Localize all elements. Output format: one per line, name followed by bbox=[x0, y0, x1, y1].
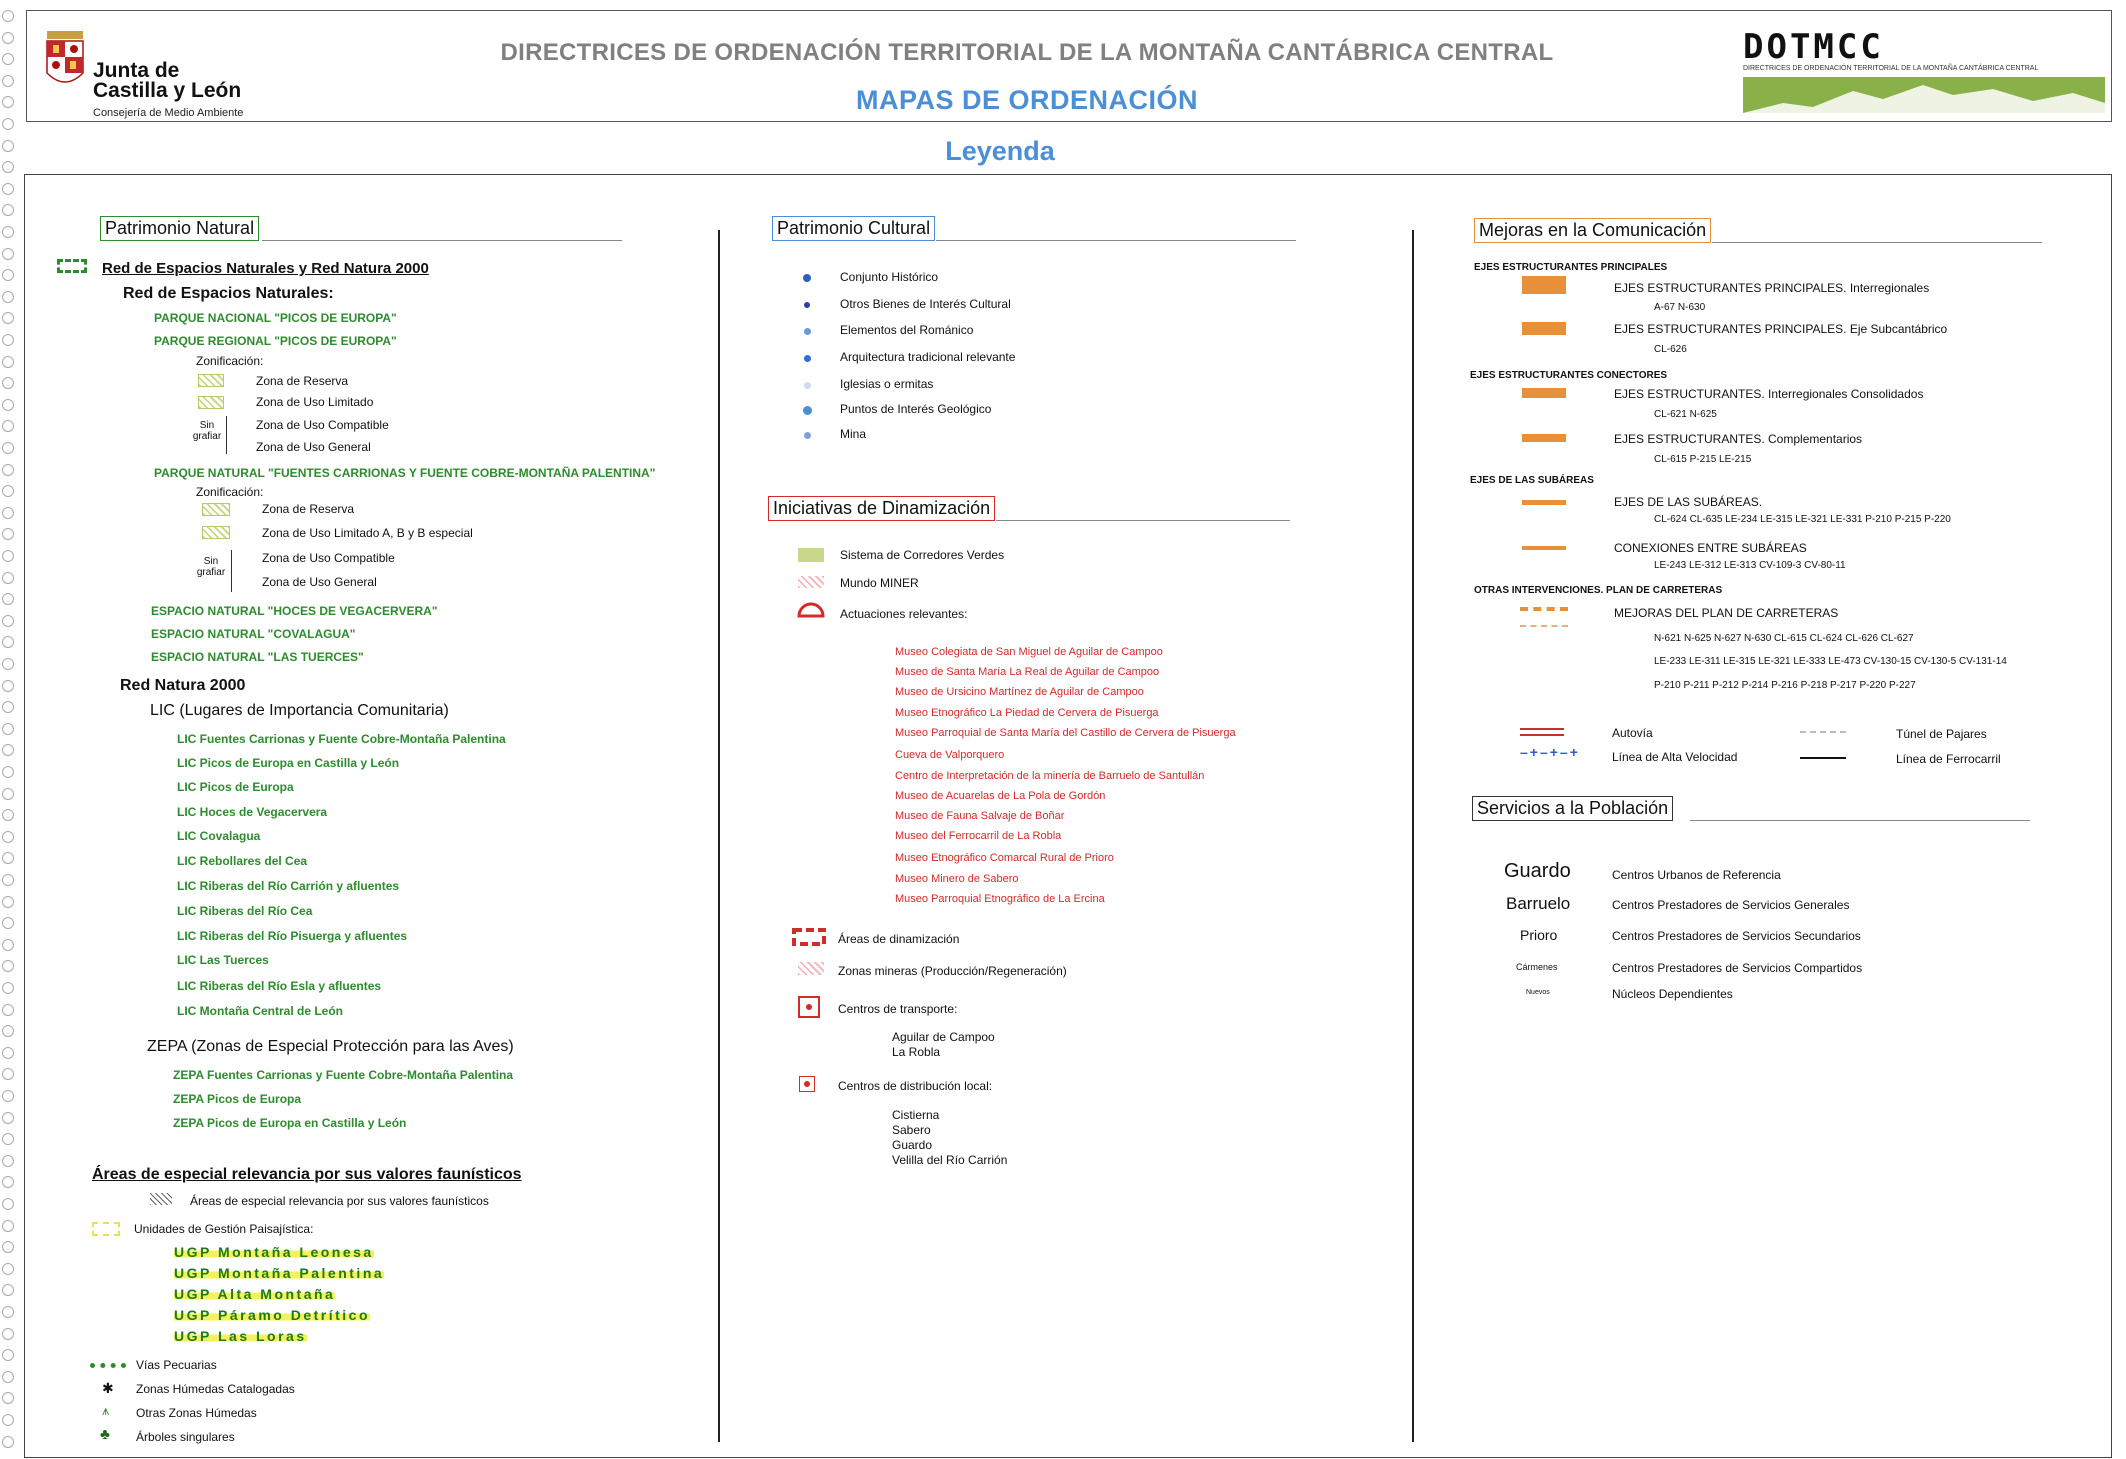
actuaciones-relevantes-icon bbox=[796, 600, 826, 618]
actuacion-item: Museo de Ursicino Martínez de Aguilar de Campoo bbox=[895, 686, 1144, 698]
eje-subarea-2-swatch bbox=[1522, 546, 1566, 550]
parque-nacional-label: PARQUE NACIONAL "PICOS DE EUROPA" bbox=[154, 311, 397, 325]
page-subtitle: MAPAS DE ORDENACIÓN bbox=[855, 85, 1199, 115]
areas-swatch bbox=[150, 1193, 172, 1205]
zonificacion2-label: Zonificación: bbox=[196, 485, 264, 499]
actuacion-item: Cueva de Valporquero bbox=[895, 749, 1005, 761]
pn-zona-limitado-swatch bbox=[202, 526, 230, 539]
ugp-4: UGP Páramo Detrítico bbox=[174, 1307, 371, 1323]
zona-pr-1: Zona de Reserva bbox=[256, 374, 349, 388]
binder-ring bbox=[2, 334, 14, 346]
arbol-singular-icon: ♣ bbox=[100, 1426, 110, 1443]
eje-principal-1-roads: A-67 N-630 bbox=[1654, 302, 1706, 313]
binder-ring bbox=[2, 1198, 14, 1210]
coat-of-arms-icon bbox=[43, 29, 87, 93]
binder-ring bbox=[2, 1241, 14, 1253]
plan-carreteras-swatch bbox=[1520, 607, 1568, 627]
bracket-line-2 bbox=[231, 550, 232, 592]
areas-item: Áreas de especial relevancia por sus valores faunísticos bbox=[190, 1194, 489, 1208]
areas-dinamizacion-label: Áreas de dinamización bbox=[838, 932, 960, 946]
mina-icon bbox=[804, 432, 811, 439]
bracket-line bbox=[226, 416, 227, 454]
eje-principal-2-roads: CL-626 bbox=[1654, 344, 1687, 355]
jcyl-logo bbox=[43, 21, 293, 121]
servicio-4-sample: Cármenes bbox=[1516, 962, 1558, 972]
section-title-patrimonio-cultural: Patrimonio Cultural bbox=[772, 216, 935, 241]
zona-pn-1: Zona de Reserva bbox=[262, 502, 355, 516]
column-divider-1 bbox=[718, 230, 720, 1442]
romanico-icon bbox=[804, 328, 811, 335]
binder-ring bbox=[2, 1328, 14, 1340]
org-name-line1: Junta de bbox=[93, 59, 180, 82]
binder-ring bbox=[2, 874, 14, 886]
binder-ring bbox=[2, 1414, 14, 1426]
actuacion-item: Museo de Acuarelas de La Pola de Gordón bbox=[895, 790, 1106, 802]
binder-ring bbox=[2, 1068, 14, 1080]
binder-ring bbox=[2, 1155, 14, 1167]
parque-regional-label: PARQUE REGIONAL "PICOS DE EUROPA" bbox=[154, 334, 397, 348]
binder-ring bbox=[2, 442, 14, 454]
autovia-swatch bbox=[1520, 728, 1564, 736]
lic-item: LIC Montaña Central de León bbox=[177, 1004, 344, 1018]
lic-item: LIC Riberas del Río Cea bbox=[177, 904, 313, 918]
binder-ring bbox=[2, 658, 14, 670]
actuacion-item: Museo Minero de Sabero bbox=[895, 873, 1019, 885]
autovia-label: Autovía bbox=[1612, 726, 1653, 740]
brand-text: DOTMCC bbox=[1743, 27, 1884, 67]
patrimonio-cultural-item: Puntos de Interés Geológico bbox=[840, 402, 992, 416]
servicio-1-sample: Guardo bbox=[1504, 860, 1571, 882]
binder-ring bbox=[2, 528, 14, 540]
binder-ring bbox=[2, 1306, 14, 1318]
zonas-mineras-swatch bbox=[798, 962, 824, 975]
lic-item: LIC Picos de Europa bbox=[177, 780, 294, 794]
binder-ring bbox=[2, 1220, 14, 1232]
binder-ring bbox=[2, 939, 14, 951]
zona-reserva-swatch bbox=[198, 374, 224, 387]
page-title: DIRECTRICES DE ORDENACIÓN TERRITORIAL DE LA MONTAÑA CANTÁBRICA CENTRAL bbox=[500, 39, 1554, 66]
binder-ring bbox=[2, 593, 14, 605]
section-title-servicios: Servicios a la Población bbox=[1472, 796, 1673, 821]
areas-header: Áreas de especial relevancia por sus valores faunísticos bbox=[92, 1166, 522, 1183]
transporte-1: Aguilar de Campoo bbox=[892, 1030, 995, 1044]
ferrocarril-swatch bbox=[1800, 757, 1846, 759]
lic-item: LIC Hoces de Vegacervera bbox=[177, 805, 328, 819]
zonificacion-label: Zonificación: bbox=[196, 354, 264, 368]
distribucion-4: Velilla del Río Carrión bbox=[892, 1153, 1008, 1167]
binder-ring bbox=[2, 852, 14, 864]
pn-zona-reserva-swatch bbox=[202, 503, 230, 516]
section-underline bbox=[936, 240, 1296, 241]
section-underline bbox=[262, 240, 622, 241]
zona-limitado-swatch bbox=[198, 396, 224, 409]
distribucion-2: Sabero bbox=[892, 1123, 931, 1137]
actuacion-item: Centro de Interpretación de la minería de Barruelo de Santullán bbox=[895, 770, 1205, 782]
map-header bbox=[26, 10, 2112, 122]
binder-ring bbox=[2, 53, 14, 65]
section-underline bbox=[1690, 820, 2030, 821]
tunel-label: Túnel de Pajares bbox=[1896, 727, 1987, 741]
binder-ring bbox=[2, 960, 14, 972]
lic-item: LIC Picos de Europa en Castilla y León bbox=[177, 756, 400, 770]
actuacion-item: Museo Parroquial de Santa María del Castillo de Cervera de Pisuerga bbox=[895, 727, 1236, 739]
binder-ring bbox=[2, 701, 14, 713]
lic-item: LIC Riberas del Río Pisuerga y afluentes bbox=[177, 929, 408, 943]
binder-ring bbox=[2, 1176, 14, 1188]
arquitectura-icon bbox=[804, 355, 811, 362]
section-title-mejoras: Mejoras en la Comunicación bbox=[1474, 218, 1711, 243]
patrimonio-cultural-item: Elementos del Románico bbox=[840, 323, 974, 337]
parque-natural-label: PARQUE NATURAL "FUENTES CARRIONAS Y FUENTE COBRE-MONTAÑA PALENTINA" bbox=[154, 466, 656, 480]
plan-label: MEJORAS DEL PLAN DE CARRETERAS bbox=[1614, 606, 1839, 620]
binder-ring bbox=[2, 1436, 14, 1448]
zepa-1: ZEPA Fuentes Carrionas y Fuente Cobre-Montaña Palentina bbox=[173, 1068, 514, 1082]
actuacion-item: Museo Colegiata de San Miguel de Aguilar de Campoo bbox=[895, 646, 1163, 658]
ugp-swatch bbox=[92, 1222, 120, 1236]
binder-ring bbox=[2, 464, 14, 476]
lic-item: LIC Covalagua bbox=[177, 829, 261, 843]
zona-pn-4: Zona de Uso General bbox=[262, 575, 377, 589]
eje-subarea-2-roads: LE-243 LE-312 LE-313 CV-109-3 CV-80-11 bbox=[1654, 560, 1846, 571]
otras-zonas-humedas-icon: ⩚ bbox=[102, 1403, 110, 1418]
lic-item: LIC Riberas del Río Esla y afluentes bbox=[177, 979, 382, 993]
eje-conector-1-label: EJES ESTRUCTURANTES. Interregionales Consolidados bbox=[1614, 387, 1924, 401]
zepa-3: ZEPA Picos de Europa en Castilla y León bbox=[173, 1116, 407, 1130]
otros-3: Otras Zonas Húmedas bbox=[136, 1406, 257, 1420]
zepa-header: ZEPA (Zonas de Especial Protección para las Aves) bbox=[147, 1038, 514, 1055]
section-underline bbox=[996, 520, 1290, 521]
zona-pr-3: Zona de Uso Compatible bbox=[256, 418, 389, 432]
eje-subarea-1-swatch bbox=[1522, 500, 1566, 505]
binder-ring bbox=[2, 420, 14, 432]
eje-conector-1-roads: CL-621 N-625 bbox=[1654, 409, 1717, 420]
red-espacios-swatch bbox=[57, 259, 87, 273]
binder-ring bbox=[2, 615, 14, 627]
ugp-1: UGP Montaña Leonesa bbox=[174, 1244, 374, 1260]
ferrocarril-label: Línea de Ferrocarril bbox=[1896, 752, 2001, 766]
binder-ring bbox=[2, 1133, 14, 1145]
binder-ring bbox=[2, 10, 14, 22]
patrimonio-cultural-item: Iglesias o ermitas bbox=[840, 377, 934, 391]
binder-ring bbox=[2, 507, 14, 519]
binder-ring bbox=[2, 377, 14, 389]
lic-item: LIC Rebollares del Cea bbox=[177, 854, 308, 868]
lic-item: LIC Las Tuerces bbox=[177, 953, 269, 967]
binder-ring bbox=[2, 226, 14, 238]
eje-principal-2-swatch bbox=[1522, 322, 1566, 335]
binder-ring bbox=[2, 1112, 14, 1124]
binder-ring bbox=[2, 982, 14, 994]
bic-icon bbox=[804, 302, 810, 308]
binder-ring bbox=[2, 75, 14, 87]
org-department: Consejería de Medio Ambiente bbox=[93, 107, 244, 119]
servicio-3-label: Centros Prestadores de Servicios Secundarios bbox=[1612, 929, 1861, 943]
binder-ring bbox=[2, 1025, 14, 1037]
sin-grafiar2-label: Sin grafiar bbox=[196, 556, 226, 578]
servicio-1-label: Centros Urbanos de Referencia bbox=[1612, 868, 1781, 882]
org-name-line2: Castilla y León bbox=[93, 79, 242, 102]
espacio-natural-1: ESPACIO NATURAL "HOCES DE VEGACERVERA" bbox=[151, 604, 438, 618]
binder-ring bbox=[2, 269, 14, 281]
plan-roads-2: LE-233 LE-311 LE-315 LE-321 LE-333 LE-473 CV-130-15 CV-130-5 CV-131-14 bbox=[1654, 656, 2007, 667]
zepa-2: ZEPA Picos de Europa bbox=[173, 1092, 302, 1106]
eje-conector-1-swatch bbox=[1522, 388, 1566, 398]
actuacion-item: Museo Etnográfico La Piedad de Cervera de Pisuerga bbox=[895, 707, 1159, 719]
iglesia-icon bbox=[804, 382, 811, 389]
zona-pr-4: Zona de Uso General bbox=[256, 440, 371, 454]
actuacion-item: Museo de Santa María La Real de Aguilar de Campoo bbox=[895, 666, 1160, 678]
actuacion-item: Museo de Fauna Salvaje de Boñar bbox=[895, 810, 1065, 822]
section-title-patrimonio-natural: Patrimonio Natural bbox=[100, 216, 259, 241]
espacio-natural-3: ESPACIO NATURAL "LAS TUERCES" bbox=[151, 650, 364, 664]
lic-item: LIC Riberas del Río Carrión y afluentes bbox=[177, 879, 400, 893]
binder-ring bbox=[2, 917, 14, 929]
eje-conector-2-label: EJES ESTRUCTURANTES. Complementarios bbox=[1614, 432, 1863, 446]
otros-1: Vías Pecuarias bbox=[136, 1358, 217, 1372]
otros-2: Zonas Húmedas Catalogadas bbox=[136, 1382, 295, 1396]
centros-transporte-icon bbox=[798, 996, 820, 1018]
zona-pr-2: Zona de Uso Limitado bbox=[256, 395, 374, 409]
binder-ring bbox=[2, 1392, 14, 1404]
distribucion-1: Cistierna bbox=[892, 1108, 940, 1122]
binder-ring bbox=[2, 1349, 14, 1361]
zona-pn-3: Zona de Uso Compatible bbox=[262, 551, 395, 565]
iniciativa-3: Actuaciones relevantes: bbox=[840, 607, 968, 621]
mundo-miner-swatch bbox=[798, 576, 824, 588]
binder-ring bbox=[2, 204, 14, 216]
brand-small-text: DIRECTRICES DE ORDENACIÓN TERRITORIAL DE LA MONTAÑA CANTÁBRICA CENTRAL bbox=[1743, 65, 2039, 72]
ejes-conectores-header: EJES ESTRUCTURANTES CONECTORES bbox=[1470, 370, 1668, 381]
binder-ring bbox=[2, 1047, 14, 1059]
servicio-5-sample: Nuevos bbox=[1526, 989, 1550, 996]
red-espacios-subheader: Red de Espacios Naturales: bbox=[123, 285, 334, 302]
binder-ring bbox=[2, 1263, 14, 1275]
servicio-4-label: Centros Prestadores de Servicios Compartidos bbox=[1612, 961, 1863, 975]
interes-geologico-icon bbox=[803, 406, 812, 415]
actuacion-item: Museo Parroquial Etnográfico de La Ercina bbox=[895, 893, 1105, 905]
centros-distribucion-icon bbox=[799, 1076, 815, 1092]
actuacion-item: Museo Etnográfico Comarcal Rural de Prioro bbox=[895, 852, 1114, 864]
binder-ring bbox=[2, 485, 14, 497]
binder-rings bbox=[0, 0, 16, 1459]
legend-title: Leyenda bbox=[945, 136, 1055, 166]
red-espacios-header: Red de Espacios Naturales y Red Natura 2000 bbox=[102, 260, 429, 277]
otros-4: Árboles singulares bbox=[136, 1430, 235, 1444]
servicio-5-label: Núcleos Dependientes bbox=[1612, 987, 1733, 1001]
eje-subarea-2-label: CONEXIONES ENTRE SUBÁREAS bbox=[1614, 541, 1807, 555]
patrimonio-cultural-item: Otros Bienes de Interés Cultural bbox=[840, 297, 1011, 311]
ejes-subareas-header: EJES DE LAS SUBÁREAS bbox=[1470, 475, 1594, 486]
ugp-5: UGP Las Loras bbox=[174, 1328, 307, 1344]
servicio-3-sample: Prioro bbox=[1520, 927, 1558, 943]
conjunto-historico-icon bbox=[803, 274, 811, 282]
plan-roads-3: P-210 P-211 P-212 P-214 P-216 P-218 P-217 P-220 P-227 bbox=[1654, 680, 1916, 691]
binder-ring bbox=[2, 1004, 14, 1016]
binder-ring bbox=[2, 636, 14, 648]
eje-principal-1-swatch bbox=[1522, 276, 1566, 294]
eje-principal-1-label: EJES ESTRUCTURANTES PRINCIPALES. Interregionales bbox=[1614, 281, 1930, 295]
tunel-swatch bbox=[1800, 731, 1846, 733]
column-divider-2 bbox=[1412, 230, 1414, 1442]
binder-ring bbox=[2, 1090, 14, 1102]
eje-subarea-1-roads: CL-624 CL-635 LE-234 LE-315 LE-321 LE-331 P-210 P-215 P-220 bbox=[1654, 514, 1951, 525]
binder-ring bbox=[2, 572, 14, 584]
actuacion-item: Museo del Ferrocarril de La Robla bbox=[895, 830, 1062, 842]
ugp-3: UGP Alta Montaña bbox=[174, 1286, 336, 1302]
binder-ring bbox=[2, 788, 14, 800]
patrimonio-cultural-item: Arquitectura tradicional relevante bbox=[840, 350, 1016, 364]
centros-distribucion-label: Centros de distribución local: bbox=[838, 1079, 993, 1093]
binder-ring bbox=[2, 723, 14, 735]
binder-ring bbox=[2, 399, 14, 411]
binder-ring bbox=[2, 809, 14, 821]
ejes-principales-header: EJES ESTRUCTURANTES PRINCIPALES bbox=[1474, 262, 1668, 273]
distribucion-3: Guardo bbox=[892, 1138, 933, 1152]
binder-ring bbox=[2, 96, 14, 108]
binder-ring bbox=[2, 183, 14, 195]
patrimonio-cultural-item: Mina bbox=[840, 427, 867, 441]
binder-ring bbox=[2, 312, 14, 324]
binder-ring bbox=[2, 32, 14, 44]
vias-pecuarias-swatch bbox=[90, 1363, 126, 1368]
binder-ring bbox=[2, 766, 14, 778]
section-underline bbox=[1712, 242, 2042, 243]
iniciativa-1: Sistema de Corredores Verdes bbox=[840, 548, 1005, 562]
mountain-band-icon bbox=[1743, 77, 2105, 113]
binder-ring bbox=[2, 831, 14, 843]
binder-ring bbox=[2, 1371, 14, 1383]
lic-header: LIC (Lugares de Importancia Comunitaria) bbox=[150, 702, 449, 719]
otras-header: OTRAS INTERVENCIONES. PLAN DE CARRETERAS bbox=[1474, 585, 1723, 596]
patrimonio-cultural-item: Conjunto Histórico bbox=[840, 270, 939, 284]
ugp-header: Unidades de Gestión Paisajística: bbox=[134, 1222, 314, 1236]
binder-ring bbox=[2, 118, 14, 130]
alta-velocidad-label: Línea de Alta Velocidad bbox=[1612, 750, 1738, 764]
servicio-2-sample: Barruelo bbox=[1506, 894, 1571, 913]
binder-ring bbox=[2, 291, 14, 303]
dotmcc-logo bbox=[1711, 27, 2107, 117]
zonas-mineras-label: Zonas mineras (Producción/Regeneración) bbox=[838, 964, 1067, 978]
binder-ring bbox=[2, 550, 14, 562]
zonas-humedas-icon: ✱ bbox=[102, 1380, 114, 1396]
plan-roads-1: N-621 N-625 N-627 N-630 CL-615 CL-624 CL-626 CL-627 bbox=[1654, 633, 1914, 644]
binder-ring bbox=[2, 680, 14, 692]
eje-conector-2-swatch bbox=[1522, 434, 1566, 442]
iniciativa-2: Mundo MINER bbox=[840, 576, 919, 590]
red-natura-header: Red Natura 2000 bbox=[120, 677, 246, 694]
areas-dinamizacion-icon bbox=[792, 928, 826, 946]
zona-pn-2: Zona de Uso Limitado A, B y B especial bbox=[262, 526, 473, 540]
sin-grafiar-label: Sin grafiar bbox=[192, 420, 222, 442]
binder-ring bbox=[2, 356, 14, 368]
lic-item: LIC Fuentes Carrionas y Fuente Cobre-Montaña Palentina bbox=[177, 732, 506, 746]
eje-subarea-1-label: EJES DE LAS SUBÁREAS. bbox=[1614, 495, 1763, 509]
servicio-2-label: Centros Prestadores de Servicios Generales bbox=[1612, 898, 1850, 912]
centros-transporte-label: Centros de transporte: bbox=[838, 1002, 958, 1016]
binder-ring bbox=[2, 1284, 14, 1296]
ugp-2: UGP Montaña Palentina bbox=[174, 1265, 385, 1281]
section-title-iniciativas: Iniciativas de Dinamización bbox=[768, 496, 995, 521]
binder-ring bbox=[2, 896, 14, 908]
transporte-2: La Robla bbox=[892, 1045, 941, 1059]
eje-conector-2-roads: CL-615 P-215 LE-215 bbox=[1654, 454, 1752, 465]
alta-velocidad-swatch: –+–+–+ bbox=[1520, 744, 1580, 760]
espacio-natural-2: ESPACIO NATURAL "COVALAGUA" bbox=[151, 627, 356, 641]
eje-principal-2-label: EJES ESTRUCTURANTES PRINCIPALES. Eje Subcantábrico bbox=[1614, 322, 1948, 336]
binder-ring bbox=[2, 744, 14, 756]
corredores-verdes-swatch bbox=[798, 548, 824, 562]
binder-ring bbox=[2, 248, 14, 260]
